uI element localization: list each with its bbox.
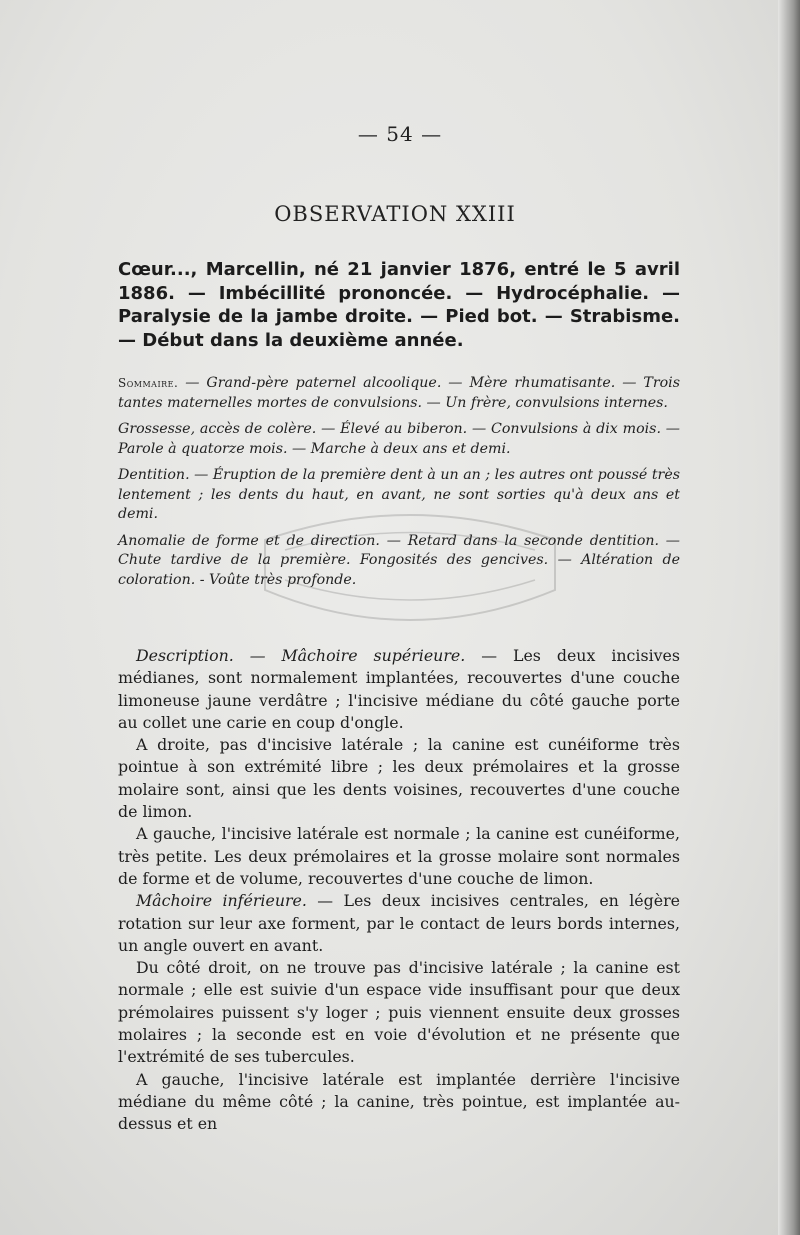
body-lead-4: Mâchoire inférieure. [136, 891, 307, 911]
body-lead-1: Description. — Mâchoire supérieure. [136, 646, 466, 665]
body-paragraph-2: A droite, pas d'incisive latérale ; la canine est cunéiforme très pointue à son extrémité libre ; les deux prémolaires et la grosse molaire sont, ainsi que les dents voisines, recouvertes d'une couche de limon. [118, 735, 680, 822]
description-body [118, 645, 680, 1136]
body-text-4: — Les deux incisives centrales, en légère rotation sur leur axe forment, par le contact de leurs bords internes, un angle ouvert en avant. [118, 891, 680, 955]
summary-block [118, 374, 680, 597]
case-heading [118, 258, 680, 352]
summary-paragraph-4: Anomalie de forme et de direction. — Retard dans la seconde dentition. — Chute tardive de la première. Fongosités des gencives. — Altération de coloration. - Voûte très profonde. [118, 532, 680, 588]
summary-label: Sommaire. [118, 376, 179, 390]
summary-paragraph-1 [118, 374, 680, 413]
body-paragraph-5: Du côté droit, on ne trouve pas d'incisive latérale ; la canine est normale ; elle est suivie d'un espace vide insuffisant pour que deux prémolaires puissent s'y loger ; puis viennent ensuite deux grosses molaires ; la seconde est en voie d'évolution et ne présente que l'extrémité de ses tubercules. [118, 958, 680, 1067]
page-edge-shadow [778, 0, 800, 1235]
page-number: — 54 — [357, 122, 443, 146]
body-text-1: — Les deux incisives médianes, sont normalement implantées, recouvertes d'une couche limoneuse jaune verdâtre ; l'incisive médiane du côté gauche porte au collet une carie en coup d'ongle. [118, 646, 680, 732]
body-paragraph-1 [118, 645, 680, 734]
summary-text-1: — Grand-père paternel alcoolique. — Mère rhumatisante. — Trois tantes maternelles mortes de convulsions. — Un frère, convulsions internes. [118, 375, 680, 411]
body-paragraph-4 [118, 890, 680, 957]
summary-paragraph-3: Dentition. — Éruption de la première dent à un an ; les autres ont poussé très lentement ; les dents du haut, en avant, ne sont sorties qu'à deux ans et demi. [118, 467, 680, 522]
observation-title: OBSERVATION XXIII [274, 202, 516, 226]
body-paragraph-6: A gauche, l'incisive latérale est implantée derrière l'incisive médiane du même côté ; la canine, très pointue, est implantée au-dessus et en [118, 1069, 680, 1134]
summary-paragraph-2: Grossesse, accès de colère. — Élevé au biberon. — Convulsions à dix mois. — Parole à quatorze mois. — Marche à deux ans et demi. [118, 421, 680, 457]
case-heading-text: Cœur..., Marcellin, né 21 janvier 1876, entré le 5 avril 1886. — Imbécillité prononcée. — Hydrocéphalie. — Paralysie de la jambe droite. — Pied bot. — Strabisme. — Début dans la deuxième année. [118, 259, 680, 351]
body-paragraph-3: A gauche, l'incisive latérale est normale ; la canine est cunéiforme, très petite. Les deux prémolaires et la grosse molaire sont normales de forme et de volume, recouvertes d'une couche de limon. [118, 824, 680, 888]
